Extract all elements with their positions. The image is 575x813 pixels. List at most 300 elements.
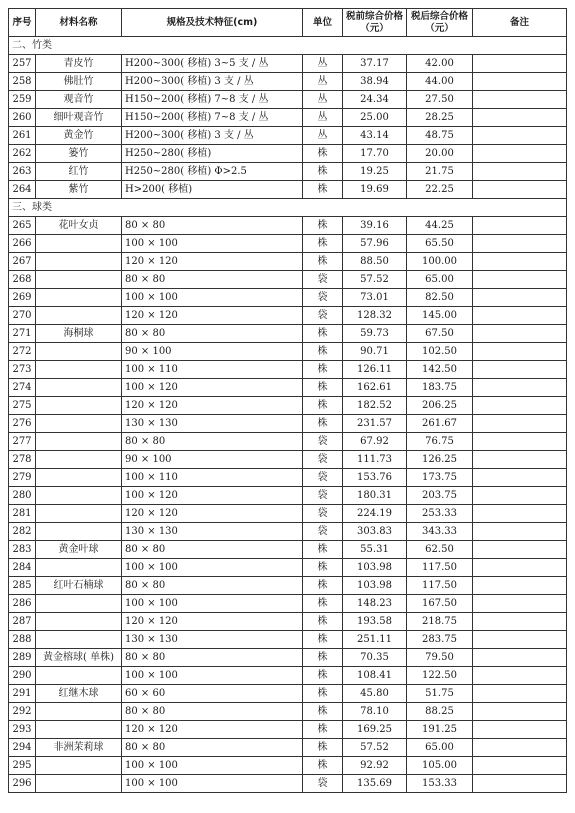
serial-number-cell: 296 xyxy=(9,775,36,793)
specification-cell: 100 × 120 xyxy=(122,487,303,505)
serial-number-cell: 267 xyxy=(9,253,36,271)
unit-cell: 株 xyxy=(303,595,343,613)
remarks-cell xyxy=(473,469,567,487)
aftertax-price-cell: 206.25 xyxy=(407,397,473,415)
aftertax-price-cell: 65.00 xyxy=(407,271,473,289)
unit-cell: 袋 xyxy=(303,307,343,325)
remarks-cell xyxy=(473,397,567,415)
table-row xyxy=(9,235,567,253)
pretax-price-cell: 108.41 xyxy=(343,667,407,685)
header-serial-number: 序号 xyxy=(9,9,36,37)
serial-number-cell: 271 xyxy=(9,325,36,343)
aftertax-price-cell: 51.75 xyxy=(407,685,473,703)
header-material-name: 材料名称 xyxy=(36,9,122,37)
pretax-price-cell: 70.35 xyxy=(343,649,407,667)
unit-cell: 袋 xyxy=(303,271,343,289)
aftertax-price-cell: 117.50 xyxy=(407,559,473,577)
remarks-cell xyxy=(473,595,567,613)
serial-number-cell: 268 xyxy=(9,271,36,289)
serial-number-cell: 295 xyxy=(9,757,36,775)
specification-cell: H250~280( 移植) Φ>2.5 xyxy=(122,163,303,181)
unit-cell: 株 xyxy=(303,685,343,703)
specification-cell: 100 × 110 xyxy=(122,361,303,379)
serial-number-cell: 258 xyxy=(9,73,36,91)
aftertax-price-cell: 44.00 xyxy=(407,73,473,91)
table-row xyxy=(9,343,567,361)
remarks-cell xyxy=(473,505,567,523)
header-remarks: 备注 xyxy=(473,9,567,37)
table-row xyxy=(9,541,567,559)
pretax-price-cell: 111.73 xyxy=(343,451,407,469)
serial-number-cell: 270 xyxy=(9,307,36,325)
aftertax-price-cell: 122.50 xyxy=(407,667,473,685)
serial-number-cell: 290 xyxy=(9,667,36,685)
unit-cell: 株 xyxy=(303,145,343,163)
table-row xyxy=(9,415,567,433)
pretax-price-cell: 37.17 xyxy=(343,55,407,73)
material-name-cell: 黄金榕球( 单株) xyxy=(36,649,122,667)
unit-cell: 袋 xyxy=(303,775,343,793)
pretax-price-cell: 128.32 xyxy=(343,307,407,325)
serial-number-cell: 289 xyxy=(9,649,36,667)
table-row xyxy=(9,163,567,181)
remarks-cell xyxy=(473,271,567,289)
unit-cell: 袋 xyxy=(303,469,343,487)
specification-cell: 120 × 120 xyxy=(122,505,303,523)
serial-number-cell: 286 xyxy=(9,595,36,613)
aftertax-price-cell: 283.75 xyxy=(407,631,473,649)
specification-cell: 80 × 80 xyxy=(122,217,303,235)
unit-cell: 株 xyxy=(303,379,343,397)
table-row xyxy=(9,145,567,163)
material-name-cell xyxy=(36,361,122,379)
serial-number-cell: 285 xyxy=(9,577,36,595)
table-row xyxy=(9,397,567,415)
table-row xyxy=(9,685,567,703)
specification-cell: 130 × 130 xyxy=(122,415,303,433)
unit-cell: 株 xyxy=(303,397,343,415)
remarks-cell xyxy=(473,775,567,793)
remarks-cell xyxy=(473,667,567,685)
specification-cell: 120 × 120 xyxy=(122,397,303,415)
remarks-cell xyxy=(473,379,567,397)
unit-cell: 袋 xyxy=(303,487,343,505)
pretax-price-cell: 57.96 xyxy=(343,235,407,253)
unit-cell: 株 xyxy=(303,235,343,253)
pretax-price-cell: 135.69 xyxy=(343,775,407,793)
specification-cell: H>200( 移植) xyxy=(122,181,303,199)
pretax-price-cell: 19.69 xyxy=(343,181,407,199)
serial-number-cell: 272 xyxy=(9,343,36,361)
table-row xyxy=(9,775,567,793)
material-name-cell xyxy=(36,343,122,361)
serial-number-cell: 276 xyxy=(9,415,36,433)
specification-cell: 120 × 120 xyxy=(122,307,303,325)
unit-cell: 丛 xyxy=(303,109,343,127)
header-row xyxy=(9,9,567,37)
unit-cell: 株 xyxy=(303,361,343,379)
serial-number-cell: 261 xyxy=(9,127,36,145)
table-body xyxy=(9,37,567,793)
table-row xyxy=(9,613,567,631)
aftertax-price-cell: 27.50 xyxy=(407,91,473,109)
table-row xyxy=(9,91,567,109)
pretax-price-cell: 43.14 xyxy=(343,127,407,145)
specification-cell: 100 × 110 xyxy=(122,469,303,487)
specification-cell: 80 × 80 xyxy=(122,739,303,757)
specification-cell: 80 × 80 xyxy=(122,649,303,667)
remarks-cell xyxy=(473,631,567,649)
table-row xyxy=(9,451,567,469)
remarks-cell xyxy=(473,217,567,235)
serial-number-cell: 283 xyxy=(9,541,36,559)
remarks-cell xyxy=(473,613,567,631)
unit-cell: 株 xyxy=(303,559,343,577)
unit-cell: 株 xyxy=(303,163,343,181)
aftertax-price-cell: 22.25 xyxy=(407,181,473,199)
table-row xyxy=(9,127,567,145)
pretax-price-cell: 148.23 xyxy=(343,595,407,613)
header-pretax-price: 税前综合价格 （元） xyxy=(343,9,407,37)
table-row xyxy=(9,631,567,649)
pretax-price-cell: 88.50 xyxy=(343,253,407,271)
unit-cell: 株 xyxy=(303,541,343,559)
section-title: 三、球类 xyxy=(9,199,567,217)
serial-number-cell: 275 xyxy=(9,397,36,415)
aftertax-price-cell: 76.75 xyxy=(407,433,473,451)
unit-cell: 株 xyxy=(303,739,343,757)
aftertax-price-cell: 167.50 xyxy=(407,595,473,613)
specification-cell: 100 × 100 xyxy=(122,775,303,793)
specification-cell: H200~300( 移植) 3 支 / 丛 xyxy=(122,127,303,145)
aftertax-price-cell: 82.50 xyxy=(407,289,473,307)
serial-number-cell: 274 xyxy=(9,379,36,397)
pretax-price-cell: 19.25 xyxy=(343,163,407,181)
material-name-cell: 非洲茉莉球 xyxy=(36,739,122,757)
material-name-cell: 红竹 xyxy=(36,163,122,181)
specification-cell: 80 × 80 xyxy=(122,325,303,343)
unit-cell: 株 xyxy=(303,181,343,199)
aftertax-price-cell: 65.00 xyxy=(407,739,473,757)
remarks-cell xyxy=(473,127,567,145)
table-row xyxy=(9,559,567,577)
remarks-cell xyxy=(473,523,567,541)
remarks-cell xyxy=(473,145,567,163)
pretax-price-cell: 103.98 xyxy=(343,559,407,577)
serial-number-cell: 281 xyxy=(9,505,36,523)
pretax-price-cell: 78.10 xyxy=(343,703,407,721)
section-title: 二、竹类 xyxy=(9,37,567,55)
table-row xyxy=(9,577,567,595)
serial-number-cell: 264 xyxy=(9,181,36,199)
table-row xyxy=(9,739,567,757)
material-name-cell: 黄金叶球 xyxy=(36,541,122,559)
header-aftertax-price: 税后综合价格 （元） xyxy=(407,9,473,37)
material-name-cell: 海桐球 xyxy=(36,325,122,343)
pretax-price-cell: 224.19 xyxy=(343,505,407,523)
specification-cell: 80 × 80 xyxy=(122,541,303,559)
table-row xyxy=(9,595,567,613)
specification-cell: 100 × 100 xyxy=(122,235,303,253)
remarks-cell xyxy=(473,235,567,253)
table-row xyxy=(9,703,567,721)
remarks-cell xyxy=(473,703,567,721)
table-row xyxy=(9,289,567,307)
pretax-price-cell: 169.25 xyxy=(343,721,407,739)
pretax-price-cell: 24.34 xyxy=(343,91,407,109)
pretax-price-cell: 45.80 xyxy=(343,685,407,703)
pretax-price-cell: 73.01 xyxy=(343,289,407,307)
pretax-price-cell: 57.52 xyxy=(343,271,407,289)
unit-cell: 袋 xyxy=(303,505,343,523)
pretax-price-cell: 25.00 xyxy=(343,109,407,127)
unit-cell: 株 xyxy=(303,253,343,271)
remarks-cell xyxy=(473,91,567,109)
remarks-cell xyxy=(473,415,567,433)
unit-cell: 袋 xyxy=(303,451,343,469)
specification-cell: 120 × 120 xyxy=(122,613,303,631)
aftertax-price-cell: 48.75 xyxy=(407,127,473,145)
remarks-cell xyxy=(473,649,567,667)
material-name-cell xyxy=(36,433,122,451)
material-name-cell xyxy=(36,307,122,325)
aftertax-price-cell: 21.75 xyxy=(407,163,473,181)
remarks-cell xyxy=(473,451,567,469)
material-name-cell: 佛肚竹 xyxy=(36,73,122,91)
aftertax-price-cell: 343.33 xyxy=(407,523,473,541)
aftertax-price-cell: 126.25 xyxy=(407,451,473,469)
unit-cell: 株 xyxy=(303,649,343,667)
aftertax-price-cell: 253.33 xyxy=(407,505,473,523)
specification-cell: 100 × 100 xyxy=(122,595,303,613)
unit-cell: 丛 xyxy=(303,73,343,91)
unit-cell: 株 xyxy=(303,631,343,649)
unit-cell: 株 xyxy=(303,415,343,433)
table-row xyxy=(9,757,567,775)
material-name-cell xyxy=(36,721,122,739)
unit-cell: 株 xyxy=(303,577,343,595)
remarks-cell xyxy=(473,541,567,559)
specification-cell: H200~300( 移植) 3 支 / 丛 xyxy=(122,73,303,91)
pretax-price-cell: 180.31 xyxy=(343,487,407,505)
section-row xyxy=(9,37,567,55)
specification-cell: 80 × 80 xyxy=(122,577,303,595)
serial-number-cell: 284 xyxy=(9,559,36,577)
remarks-cell xyxy=(473,307,567,325)
section-row xyxy=(9,199,567,217)
specification-cell: 90 × 100 xyxy=(122,343,303,361)
pretax-price-cell: 90.71 xyxy=(343,343,407,361)
table-row xyxy=(9,307,567,325)
specification-cell: 80 × 80 xyxy=(122,433,303,451)
unit-cell: 袋 xyxy=(303,523,343,541)
specification-cell: 100 × 100 xyxy=(122,757,303,775)
aftertax-price-cell: 142.50 xyxy=(407,361,473,379)
specification-cell: 100 × 120 xyxy=(122,379,303,397)
header-unit: 单位 xyxy=(303,9,343,37)
pretax-price-cell: 193.58 xyxy=(343,613,407,631)
serial-number-cell: 293 xyxy=(9,721,36,739)
material-name-cell xyxy=(36,667,122,685)
table-row xyxy=(9,325,567,343)
unit-cell: 丛 xyxy=(303,55,343,73)
pretax-price-cell: 103.98 xyxy=(343,577,407,595)
specification-cell: 100 × 100 xyxy=(122,667,303,685)
remarks-cell xyxy=(473,577,567,595)
material-name-cell: 黄金竹 xyxy=(36,127,122,145)
material-name-cell xyxy=(36,487,122,505)
aftertax-price-cell: 117.50 xyxy=(407,577,473,595)
unit-cell: 袋 xyxy=(303,289,343,307)
pretax-price-cell: 303.83 xyxy=(343,523,407,541)
pretax-price-cell: 251.11 xyxy=(343,631,407,649)
unit-cell: 株 xyxy=(303,703,343,721)
pretax-price-cell: 126.11 xyxy=(343,361,407,379)
unit-cell: 株 xyxy=(303,667,343,685)
serial-number-cell: 288 xyxy=(9,631,36,649)
specification-cell: 80 × 80 xyxy=(122,271,303,289)
remarks-cell xyxy=(473,73,567,91)
table-row xyxy=(9,181,567,199)
serial-number-cell: 291 xyxy=(9,685,36,703)
specification-cell: H150~200( 移植) 7~8 支 / 丛 xyxy=(122,109,303,127)
remarks-cell xyxy=(473,109,567,127)
table-row xyxy=(9,271,567,289)
material-name-cell xyxy=(36,757,122,775)
remarks-cell xyxy=(473,163,567,181)
header-specification: 规格及技术特征(cm) xyxy=(122,9,303,37)
aftertax-price-cell: 183.75 xyxy=(407,379,473,397)
aftertax-price-cell: 203.75 xyxy=(407,487,473,505)
serial-number-cell: 278 xyxy=(9,451,36,469)
unit-cell: 丛 xyxy=(303,127,343,145)
pretax-price-cell: 182.52 xyxy=(343,397,407,415)
material-name-cell xyxy=(36,451,122,469)
aftertax-price-cell: 62.50 xyxy=(407,541,473,559)
specification-cell: 120 × 120 xyxy=(122,253,303,271)
serial-number-cell: 263 xyxy=(9,163,36,181)
pretax-price-cell: 153.76 xyxy=(343,469,407,487)
material-name-cell: 红叶石楠球 xyxy=(36,577,122,595)
serial-number-cell: 280 xyxy=(9,487,36,505)
material-name-cell xyxy=(36,469,122,487)
aftertax-price-cell: 79.50 xyxy=(407,649,473,667)
table-row xyxy=(9,361,567,379)
specification-cell: H250~280( 移植) xyxy=(122,145,303,163)
remarks-cell xyxy=(473,325,567,343)
material-name-cell xyxy=(36,505,122,523)
aftertax-price-cell: 145.00 xyxy=(407,307,473,325)
aftertax-price-cell: 173.75 xyxy=(407,469,473,487)
table-row xyxy=(9,217,567,235)
remarks-cell xyxy=(473,685,567,703)
serial-number-cell: 287 xyxy=(9,613,36,631)
serial-number-cell: 257 xyxy=(9,55,36,73)
remarks-cell xyxy=(473,253,567,271)
remarks-cell xyxy=(473,289,567,307)
material-name-cell xyxy=(36,703,122,721)
specification-cell: 90 × 100 xyxy=(122,451,303,469)
material-name-cell xyxy=(36,559,122,577)
table-row xyxy=(9,667,567,685)
material-name-cell: 花叶女贞 xyxy=(36,217,122,235)
pretax-price-cell: 231.57 xyxy=(343,415,407,433)
aftertax-price-cell: 65.50 xyxy=(407,235,473,253)
material-name-cell xyxy=(36,415,122,433)
material-name-cell: 篓竹 xyxy=(36,145,122,163)
table-row xyxy=(9,523,567,541)
unit-cell: 株 xyxy=(303,721,343,739)
aftertax-price-cell: 100.00 xyxy=(407,253,473,271)
material-name-cell: 观音竹 xyxy=(36,91,122,109)
remarks-cell xyxy=(473,487,567,505)
table-row xyxy=(9,649,567,667)
material-name-cell xyxy=(36,397,122,415)
unit-cell: 袋 xyxy=(303,433,343,451)
material-name-cell xyxy=(36,595,122,613)
serial-number-cell: 282 xyxy=(9,523,36,541)
unit-cell: 丛 xyxy=(303,91,343,109)
serial-number-cell: 269 xyxy=(9,289,36,307)
serial-number-cell: 279 xyxy=(9,469,36,487)
aftertax-price-cell: 153.33 xyxy=(407,775,473,793)
table-row xyxy=(9,253,567,271)
material-name-cell: 红继木球 xyxy=(36,685,122,703)
specification-cell: 130 × 130 xyxy=(122,631,303,649)
remarks-cell xyxy=(473,343,567,361)
remarks-cell xyxy=(473,721,567,739)
unit-cell: 株 xyxy=(303,325,343,343)
remarks-cell xyxy=(473,433,567,451)
material-name-cell xyxy=(36,631,122,649)
price-table xyxy=(8,8,567,793)
specification-cell: 130 × 130 xyxy=(122,523,303,541)
remarks-cell xyxy=(473,559,567,577)
aftertax-price-cell: 105.00 xyxy=(407,757,473,775)
material-name-cell: 青皮竹 xyxy=(36,55,122,73)
table-row xyxy=(9,73,567,91)
aftertax-price-cell: 67.50 xyxy=(407,325,473,343)
specification-cell: H200~300( 移植) 3~5 支 / 丛 xyxy=(122,55,303,73)
serial-number-cell: 292 xyxy=(9,703,36,721)
material-name-cell: 紫竹 xyxy=(36,181,122,199)
remarks-cell xyxy=(473,361,567,379)
serial-number-cell: 262 xyxy=(9,145,36,163)
serial-number-cell: 277 xyxy=(9,433,36,451)
table-row xyxy=(9,487,567,505)
unit-cell: 株 xyxy=(303,343,343,361)
aftertax-price-cell: 44.25 xyxy=(407,217,473,235)
specification-cell: H150~200( 移植) 7~8 支 / 丛 xyxy=(122,91,303,109)
remarks-cell xyxy=(473,757,567,775)
aftertax-price-cell: 102.50 xyxy=(407,343,473,361)
aftertax-price-cell: 28.25 xyxy=(407,109,473,127)
pretax-price-cell: 162.61 xyxy=(343,379,407,397)
serial-number-cell: 266 xyxy=(9,235,36,253)
pretax-price-cell: 55.31 xyxy=(343,541,407,559)
pretax-price-cell: 67.92 xyxy=(343,433,407,451)
serial-number-cell: 265 xyxy=(9,217,36,235)
pretax-price-cell: 92.92 xyxy=(343,757,407,775)
table-row xyxy=(9,721,567,739)
pretax-price-cell: 17.70 xyxy=(343,145,407,163)
remarks-cell xyxy=(473,55,567,73)
serial-number-cell: 259 xyxy=(9,91,36,109)
aftertax-price-cell: 218.75 xyxy=(407,613,473,631)
unit-cell: 株 xyxy=(303,757,343,775)
table-row xyxy=(9,469,567,487)
table-row xyxy=(9,505,567,523)
